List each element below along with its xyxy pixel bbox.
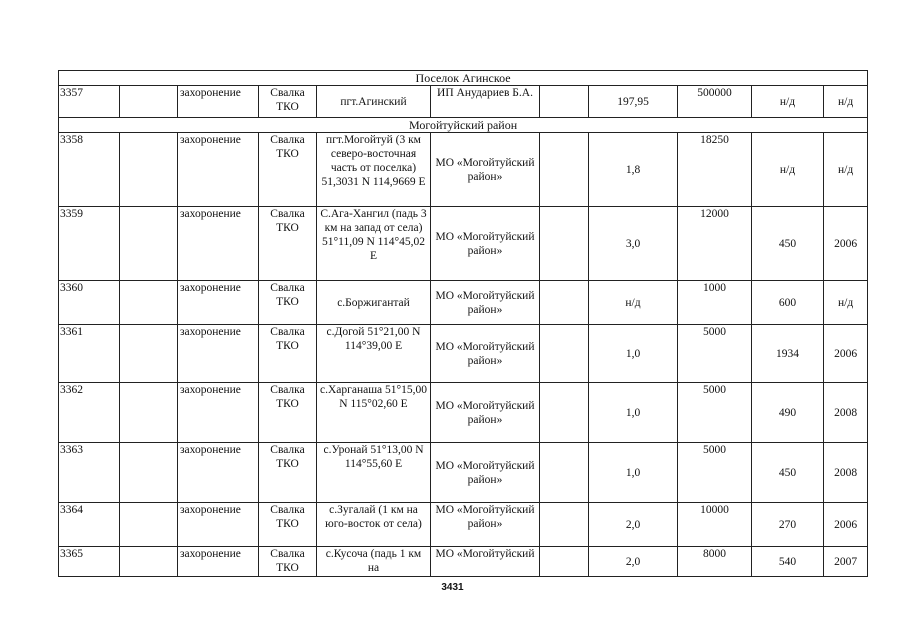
activity-cell: захоронение <box>178 133 259 207</box>
value1-cell: 450 <box>752 207 824 281</box>
owner-cell: МО «Могойтуйский район» <box>431 325 540 383</box>
capacity-cell: 5000 <box>678 443 752 503</box>
type-cell: Свалка ТКО <box>259 325 317 383</box>
page-number: 3431 <box>441 582 464 593</box>
value1-cell: 490 <box>752 383 824 443</box>
table-row <box>59 133 868 207</box>
empty-cell <box>540 503 589 547</box>
empty-cell <box>120 207 178 281</box>
capacity-cell: 500000 <box>678 86 752 118</box>
value2-cell: 2006 <box>824 325 868 383</box>
value2-cell: н/д <box>824 86 868 118</box>
type-cell: Свалка ТКО <box>259 547 317 577</box>
section-title: Поселок Агинское <box>59 71 868 86</box>
empty-cell <box>120 443 178 503</box>
area-cell: 1,0 <box>589 443 678 503</box>
location-cell: с.Догой 51°21,00 N 114°39,00 E <box>317 325 431 383</box>
capacity-cell: 10000 <box>678 503 752 547</box>
activity-cell: захоронение <box>178 86 259 118</box>
empty-cell <box>120 133 178 207</box>
type-cell: Свалка ТКО <box>259 503 317 547</box>
activity-cell: захоронение <box>178 325 259 383</box>
row-id: 3362 <box>59 383 120 443</box>
location-cell: пгт.Могойтуй (3 км северо-восточная часть от поселка) 51,3031 N 114,9669 E <box>317 133 431 207</box>
value2-cell: 2006 <box>824 503 868 547</box>
owner-cell: МО «Могойтуйский <box>431 547 540 577</box>
value1-cell: н/д <box>752 133 824 207</box>
section-row <box>59 71 868 86</box>
owner-cell: МО «Могойтуйский район» <box>431 383 540 443</box>
section-title: Могойтуйский район <box>59 118 868 133</box>
empty-cell <box>120 325 178 383</box>
table-row <box>59 325 868 383</box>
empty-cell <box>540 443 589 503</box>
location-cell: с.Харганаша 51°15,00 N 115°02,60 E <box>317 383 431 443</box>
row-id: 3357 <box>59 86 120 118</box>
section-row <box>59 118 868 133</box>
empty-cell <box>540 383 589 443</box>
activity-cell: захоронение <box>178 443 259 503</box>
row-id: 3364 <box>59 503 120 547</box>
table-row <box>59 86 868 118</box>
type-cell: Свалка ТКО <box>259 383 317 443</box>
empty-cell <box>120 547 178 577</box>
value2-cell: н/д <box>824 281 868 325</box>
value1-cell: н/д <box>752 86 824 118</box>
table-row <box>59 443 868 503</box>
row-id: 3365 <box>59 547 120 577</box>
empty-cell <box>540 86 589 118</box>
location-cell: с.Зугалай (1 км на юго-восток от села) <box>317 503 431 547</box>
empty-cell <box>540 207 589 281</box>
type-cell: Свалка ТКО <box>259 443 317 503</box>
owner-cell: МО «Могойтуйский район» <box>431 133 540 207</box>
value1-cell: 540 <box>752 547 824 577</box>
area-cell: 1,0 <box>589 325 678 383</box>
table-row <box>59 207 868 281</box>
value2-cell: 2007 <box>824 547 868 577</box>
type-cell: Свалка ТКО <box>259 133 317 207</box>
owner-cell: МО «Могойтуйский район» <box>431 443 540 503</box>
row-id: 3358 <box>59 133 120 207</box>
type-cell: Свалка ТКО <box>259 207 317 281</box>
activity-cell: захоронение <box>178 207 259 281</box>
row-id: 3363 <box>59 443 120 503</box>
table-row <box>59 547 868 577</box>
row-id: 3360 <box>59 281 120 325</box>
owner-cell: МО «Могойтуйский район» <box>431 281 540 325</box>
owner-cell: МО «Могойтуйский район» <box>431 207 540 281</box>
empty-cell <box>120 281 178 325</box>
capacity-cell: 5000 <box>678 325 752 383</box>
table-row <box>59 383 868 443</box>
value1-cell: 450 <box>752 443 824 503</box>
empty-cell <box>120 86 178 118</box>
capacity-cell: 12000 <box>678 207 752 281</box>
area-cell: н/д <box>589 281 678 325</box>
empty-cell <box>540 325 589 383</box>
value1-cell: 1934 <box>752 325 824 383</box>
empty-cell <box>120 503 178 547</box>
capacity-cell: 1000 <box>678 281 752 325</box>
activity-cell: захоронение <box>178 503 259 547</box>
empty-cell <box>120 383 178 443</box>
location-cell: с.Боржигантай <box>317 281 431 325</box>
value2-cell: 2008 <box>824 383 868 443</box>
area-cell: 1,8 <box>589 133 678 207</box>
value2-cell: н/д <box>824 133 868 207</box>
empty-cell <box>540 133 589 207</box>
activity-cell: захоронение <box>178 383 259 443</box>
location-cell: пгт.Агинский <box>317 86 431 118</box>
value1-cell: 270 <box>752 503 824 547</box>
owner-cell: ИП Анудариев Б.А. <box>431 86 540 118</box>
area-cell: 1,0 <box>589 383 678 443</box>
capacity-cell: 8000 <box>678 547 752 577</box>
row-id: 3361 <box>59 325 120 383</box>
value1-cell: 600 <box>752 281 824 325</box>
type-cell: Свалка ТКО <box>259 86 317 118</box>
empty-cell <box>540 547 589 577</box>
activity-cell: захоронение <box>178 547 259 577</box>
location-cell: С.Ага-Хангил (падь 3 км на запад от села) 51°11,09 N 114°45,02 E <box>317 207 431 281</box>
value2-cell: 2008 <box>824 443 868 503</box>
location-cell: с.Уронай 51°13,00 N 114°55,60 E <box>317 443 431 503</box>
value2-cell: 2006 <box>824 207 868 281</box>
row-id: 3359 <box>59 207 120 281</box>
area-cell: 3,0 <box>589 207 678 281</box>
waste-sites-table <box>58 70 868 577</box>
activity-cell: захоронение <box>178 281 259 325</box>
table-row <box>59 503 868 547</box>
type-cell: Свалка ТКО <box>259 281 317 325</box>
location-cell: с.Кусоча (падь 1 км на <box>317 547 431 577</box>
capacity-cell: 5000 <box>678 383 752 443</box>
capacity-cell: 18250 <box>678 133 752 207</box>
owner-cell: МО «Могойтуйский район» <box>431 503 540 547</box>
area-cell: 197,95 <box>589 86 678 118</box>
area-cell: 2,0 <box>589 503 678 547</box>
area-cell: 2,0 <box>589 547 678 577</box>
table-row <box>59 281 868 325</box>
empty-cell <box>540 281 589 325</box>
